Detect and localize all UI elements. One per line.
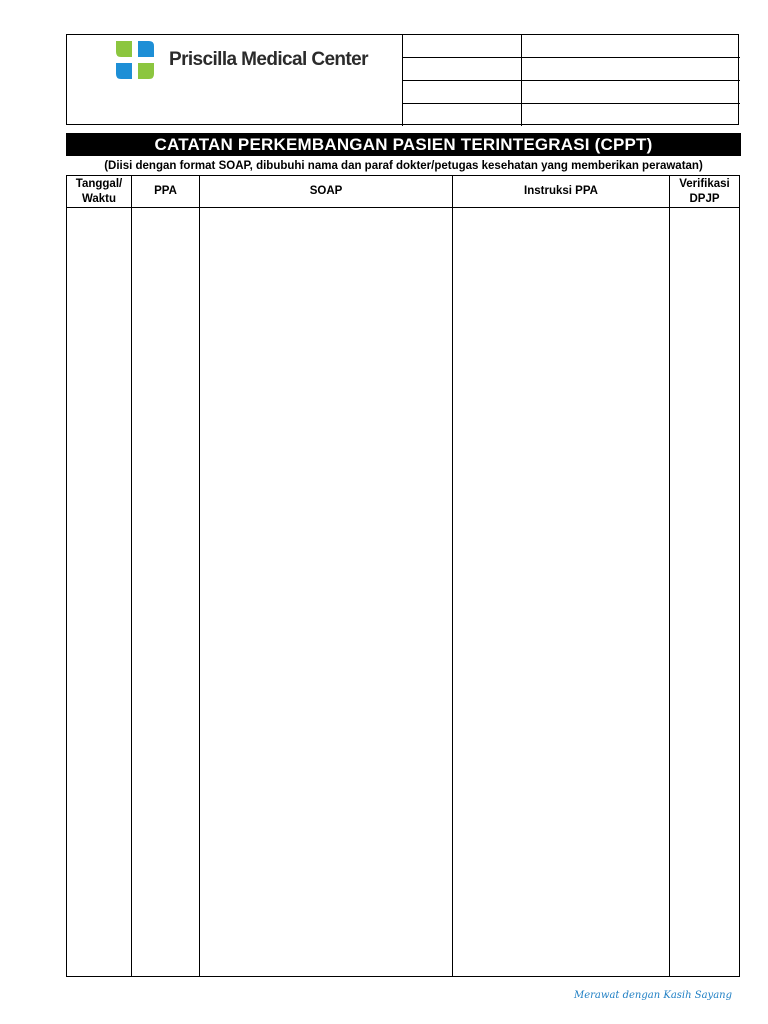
form-title: CATATAN PERKEMBANGAN PASIEN TERINTEGRASI (CPPT) (66, 133, 741, 156)
patient-info-label (403, 81, 522, 104)
column-header-waktu: Waktu (81, 192, 117, 205)
soap-cell[interactable] (200, 208, 453, 977)
footer-tagline: Merawat dengan Kasih Sayang (573, 990, 732, 1001)
patient-info-value[interactable] (522, 81, 740, 104)
patient-info-value[interactable] (522, 104, 740, 127)
column-header-tanggal-waktu (67, 176, 132, 208)
column-header-soap: SOAP (200, 176, 453, 208)
patient-info-grid (402, 35, 740, 126)
verifikasi-dpjp-cell[interactable] (670, 208, 740, 977)
patient-info-label (403, 35, 522, 58)
column-header-verifikasi: Verifikasi (679, 177, 730, 190)
tanggal-waktu-cell[interactable] (67, 208, 132, 977)
table-header-row (67, 176, 740, 208)
four-petal-cross-logo-icon (114, 39, 156, 81)
cppt-table (66, 175, 740, 977)
patient-info-label (403, 104, 522, 127)
patient-info-value[interactable] (522, 35, 740, 58)
patient-info-row (403, 104, 740, 127)
column-header-ppa: PPA (132, 176, 200, 208)
document-header (66, 34, 739, 125)
ppa-cell[interactable] (132, 208, 200, 977)
column-header-verifikasi-dpjp (670, 176, 740, 208)
patient-info-label (403, 58, 522, 81)
patient-info-value[interactable] (522, 58, 740, 81)
column-header-instruksi-ppa: Instruksi PPA (453, 176, 670, 208)
hospital-logo (67, 35, 403, 124)
column-header-tanggal: Tanggal/ (75, 177, 123, 190)
instruksi-ppa-cell[interactable] (453, 208, 670, 977)
patient-info-row (403, 81, 740, 104)
patient-info-row (403, 35, 740, 58)
patient-info-row (403, 58, 740, 81)
column-header-dpjp: DPJP (689, 192, 720, 205)
table-body-row (67, 208, 740, 977)
hospital-name: Priscilla Medical Center (169, 49, 368, 70)
form-subtitle: (Diisi dengan format SOAP, dibubuhi nama dan paraf dokter/petugas kesehatan yang memberikan perawatan) (104, 160, 703, 172)
